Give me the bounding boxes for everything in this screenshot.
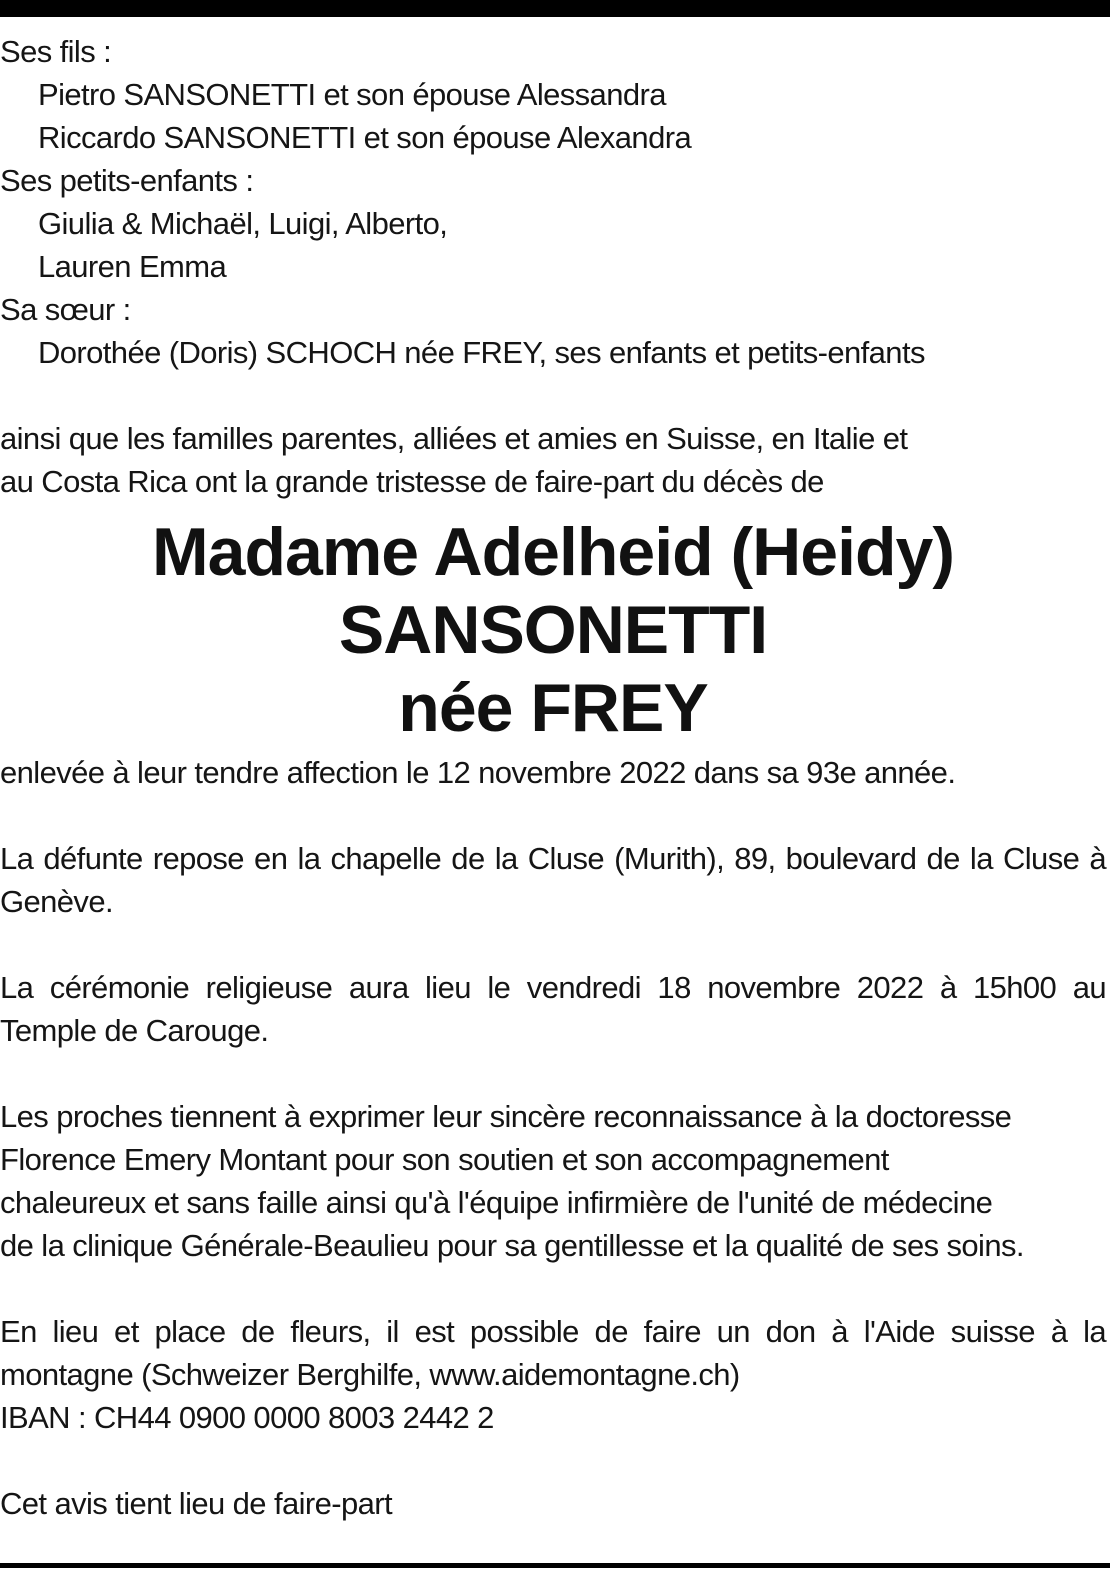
- announcement-line: ainsi que les familles parentes, alliées et amies en Suisse, en Italie et: [0, 421, 908, 456]
- deceased-name-line2: SANSONETTI: [338, 592, 768, 668]
- deceased-name: [0, 513, 1106, 747]
- bottom-rule: [0, 1563, 1110, 1568]
- deceased-name-line3: née FREY: [398, 670, 708, 746]
- repose-text: La défunte repose en la chapelle de la Cluse (Murith), 89, boulevard de la Cluse à Genève.: [0, 841, 1106, 919]
- closing-text: Cet avis tient lieu de faire-part: [0, 1486, 393, 1521]
- thanks-line: Les proches tiennent à exprimer leur sincère reconnaissance à la doctoresse: [0, 1099, 1012, 1134]
- ceremony-text: La cérémonie religieuse aura lieu le vendredi 18 novembre 2022 à 15h00 au Temple de Carouge.: [0, 970, 1106, 1048]
- deceased-name-line1: Madame Adelheid (Heidy): [152, 514, 954, 590]
- grandchildren-line: Giulia & Michaël, Luigi, Alberto,: [38, 206, 448, 241]
- son-line: Riccardo SANSONETTI et son épouse Alexandra: [38, 120, 692, 155]
- announcement-line: au Costa Rica ont la grande tristesse de faire-part du décès de: [0, 464, 824, 499]
- sister-line: Dorothée (Doris) SCHOCH née FREY, ses enfants et petits-enfants: [38, 335, 925, 370]
- sons-heading: Ses fils :: [0, 34, 112, 69]
- thanks-line: chaleureux et sans faille ainsi qu'à l'équipe infirmière de l'unité de médecine: [0, 1185, 993, 1220]
- top-rule: [0, 0, 1110, 17]
- iban-text: IBAN : CH44 0900 0000 8003 2442 2: [0, 1400, 494, 1435]
- thanks-line: de la clinique Générale-Beaulieu pour sa gentillesse et la qualité de ses soins.: [0, 1228, 1024, 1263]
- donation-text: En lieu et place de fleurs, il est possible de faire un don à l'Aide suisse à la montagne (Schweizer Berghilfe, www.aidemontagne.ch): [0, 1314, 1106, 1392]
- notice-body: [0, 30, 1106, 1525]
- thanks-line: Florence Emery Montant pour son soutien et son accompagnement: [0, 1142, 889, 1177]
- grandchildren-heading: Ses petits-enfants :: [0, 163, 254, 198]
- grandchildren-line: Lauren Emma: [38, 249, 227, 284]
- passing-text: enlevée à leur tendre affection le 12 novembre 2022 dans sa 93e année.: [0, 755, 956, 790]
- sister-heading: Sa sœur :: [0, 292, 131, 327]
- son-line: Pietro SANSONETTI et son épouse Alessandra: [38, 77, 666, 112]
